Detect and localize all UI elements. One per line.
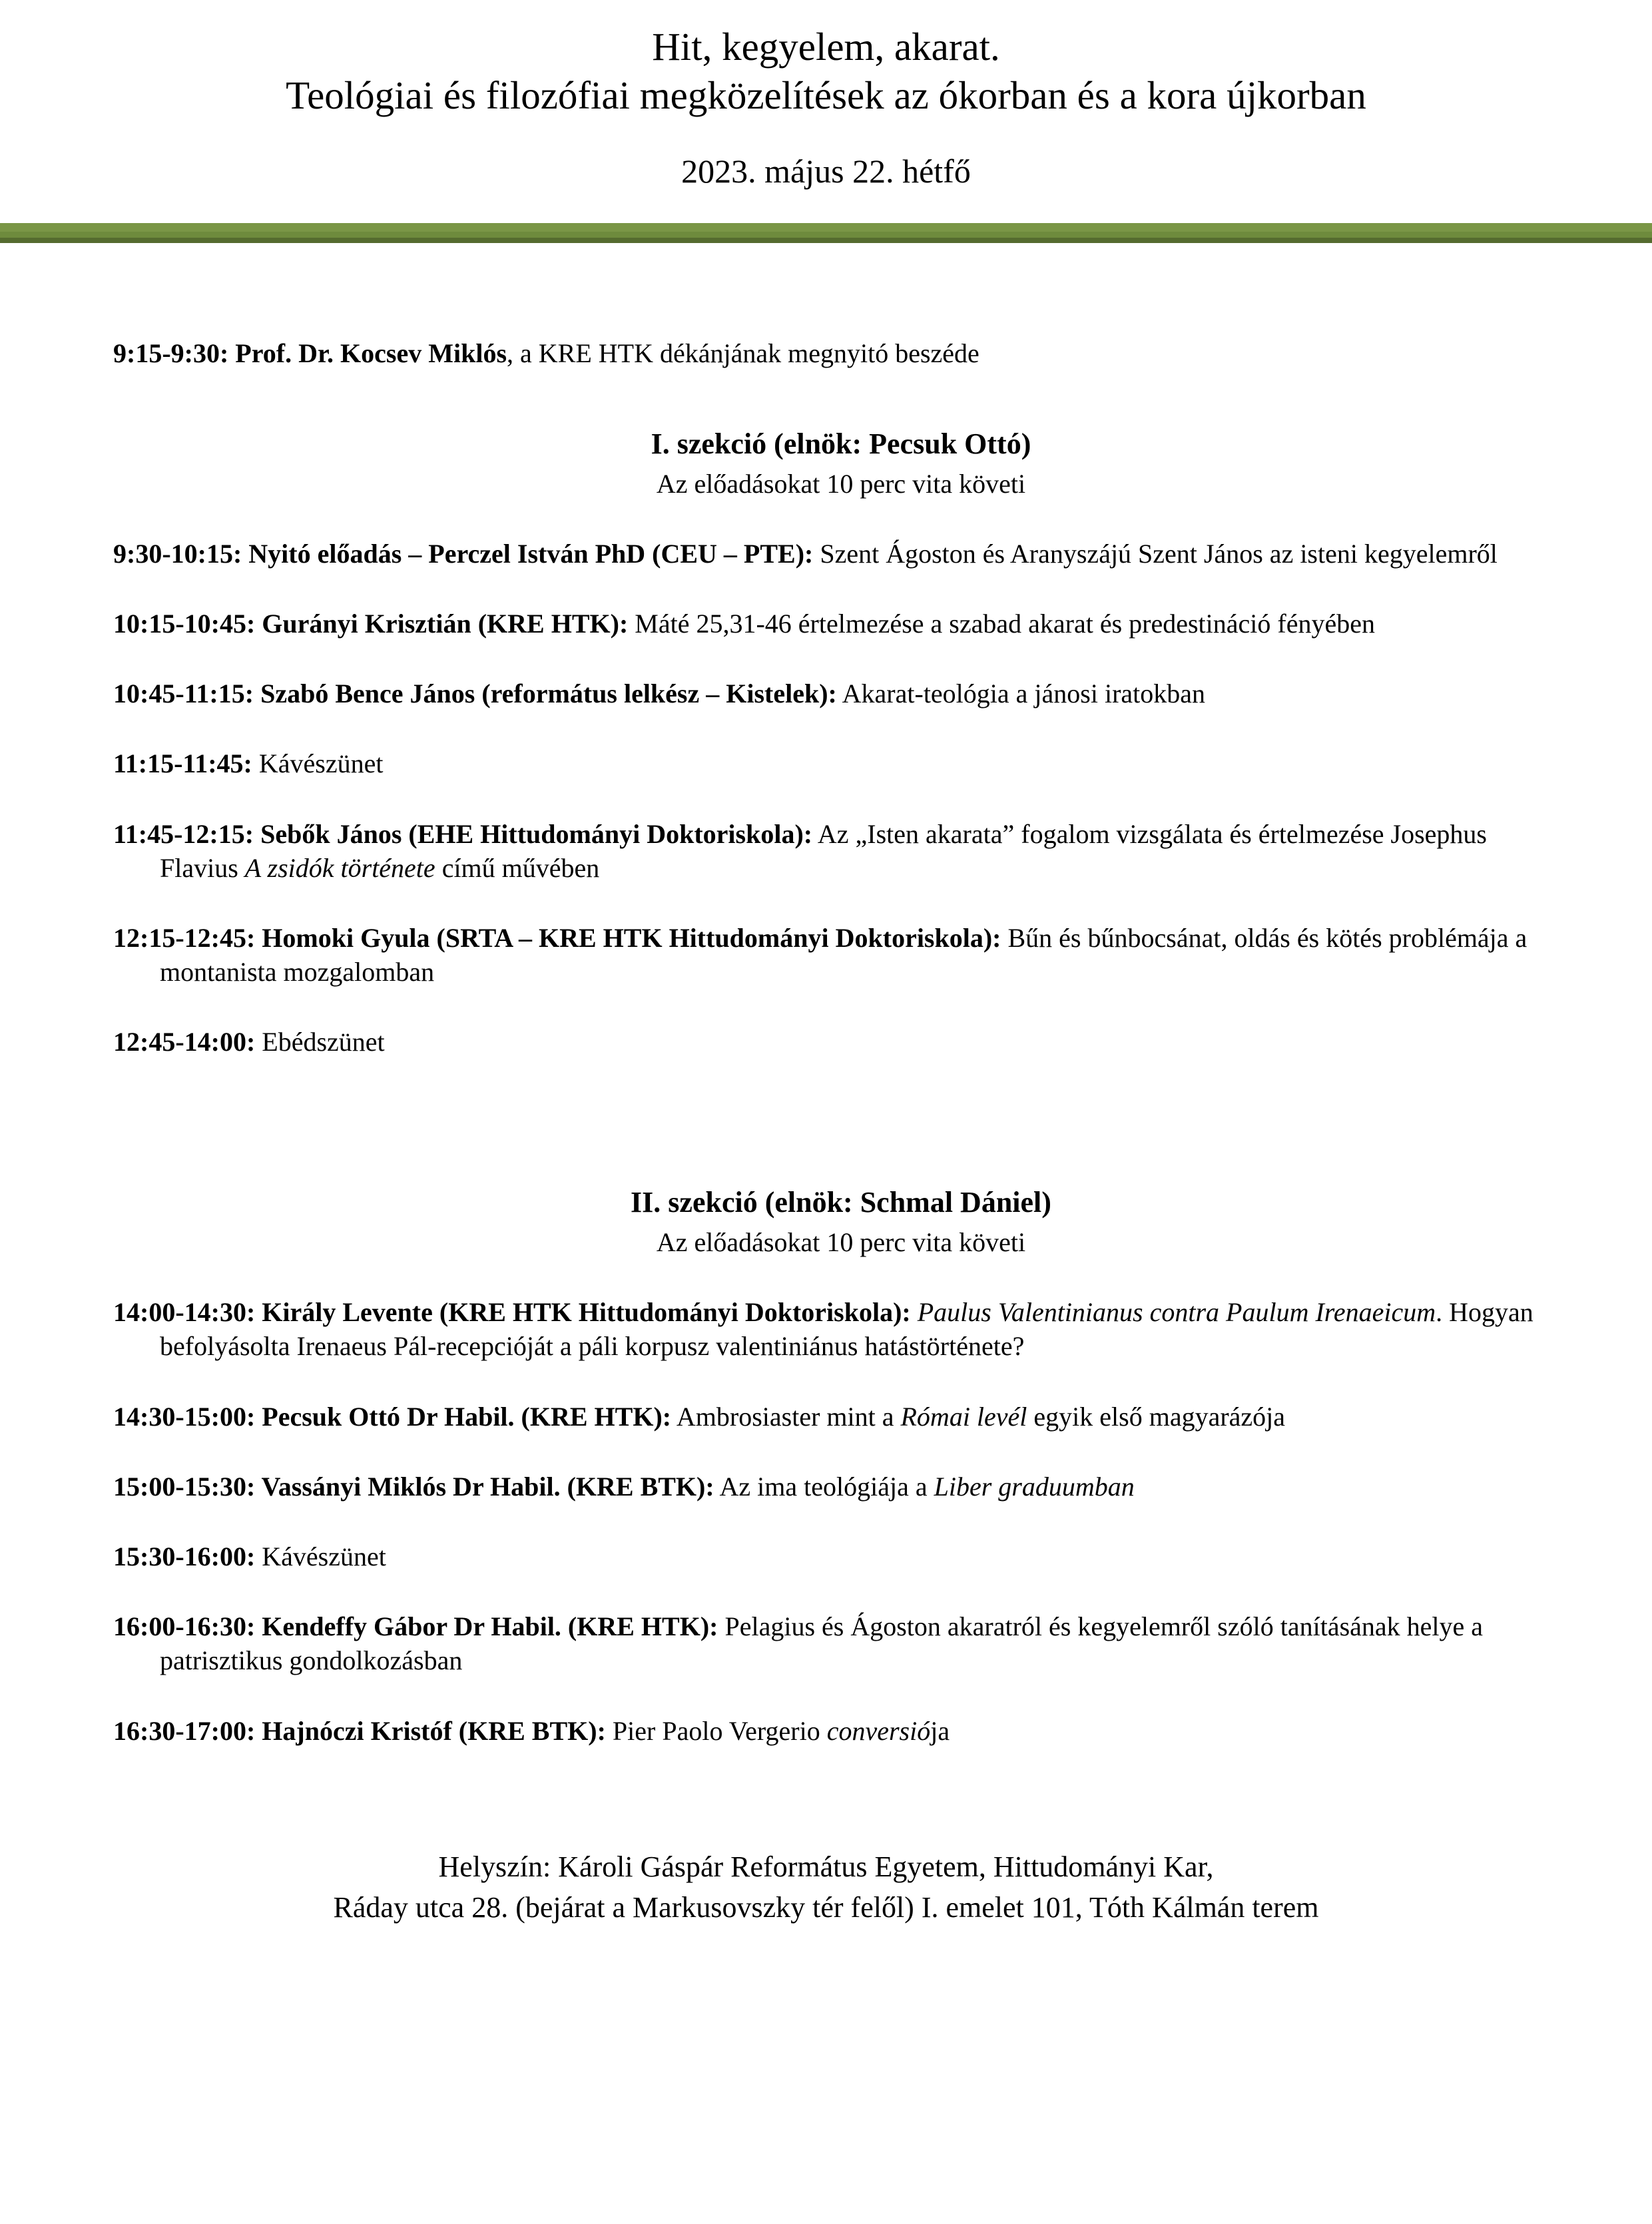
program-item-rest: Szent Ágoston és Aranyszájú Szent János az isteni kegyelemről [813, 538, 1498, 569]
divider-band-bottom [0, 238, 1652, 243]
program-item-rest: Bűn és bűnbocsánat, oldás és kötés problémája a montanista mozgalomban [160, 922, 1527, 987]
program-item-italic-title: Liber graduumban [934, 1471, 1135, 1502]
venue-footer [0, 1848, 1652, 1953]
program-item [113, 1470, 1569, 1504]
program-item-italic-title: Paulus Valentinianus contra Paulum Irenaeicum [917, 1297, 1436, 1328]
program-item-lead: 12:15-12:45: Homoki Gyula (SRTA – KRE HTK Hittudományi Doktoriskola): [113, 922, 1001, 953]
program-item [113, 817, 1569, 885]
program-item [113, 537, 1569, 571]
program-body [0, 336, 1652, 1748]
event-date: 2023. május 22. hétfő [681, 152, 971, 190]
program-item-rest: Az „Isten akarata” fogalom vizsgálata és értelmezése Josephus Flavius [160, 818, 1487, 883]
venue-line-1: Helyszín: Károli Gáspár Református Egyetem, Hittudományi Kar, [438, 1850, 1214, 1883]
program-item-rest-2: című művében [435, 852, 600, 883]
program-item-rest-2: . Hogyan befolyásolta Irenaeus Pál-recepcióját a páli korpusz valentiniánus hatástörténete? [160, 1297, 1533, 1362]
section-1-title: I. szekció (elnök: Pecsuk Ottó) [651, 427, 1031, 460]
program-item-lead: 15:30-16:00: [113, 1541, 256, 1572]
program-item [113, 607, 1569, 641]
program-item-italic-title: Római levél [900, 1401, 1027, 1432]
section-2-header [113, 1185, 1569, 1259]
program-item-break [113, 1025, 1569, 1059]
divider-band-middle [0, 232, 1652, 238]
program-item-lead: 15:00-15:30: Vassányi Miklós Dr Habil. (KRE BTK): [113, 1471, 714, 1502]
program-item-rest: Kávészünet [255, 1541, 386, 1572]
document-header [0, 0, 1652, 192]
program-item-break [113, 1539, 1569, 1573]
program-item-rest [911, 1297, 918, 1327]
program-item [113, 1609, 1569, 1677]
program-item-rest: Akarat-teológia a jánosi iratokban [836, 679, 1206, 709]
program-item-break [113, 746, 1569, 780]
program-item-lead: 14:00-14:30: Király Levente (KRE HTK Hittudományi Doktoriskola): [113, 1297, 911, 1328]
program-item-lead: 14:30-15:00: Pecsuk Ottó Dr Habil. (KRE HTK): [113, 1401, 672, 1432]
section-2-title: II. szekció (elnök: Schmal Dániel) [631, 1186, 1051, 1219]
program-item-rest-2: ja [930, 1715, 950, 1746]
program-item-lead: 12:45-14:00: [113, 1027, 256, 1057]
section-2-note: Az előadásokat 10 perc vita követi [656, 1227, 1026, 1258]
program-item-lead: 16:30-17:00: Hajnóczi Kristóf (KRE BTK): [113, 1715, 606, 1746]
program-item [113, 677, 1569, 710]
program-item-rest: Az ima teológiája a [714, 1471, 934, 1502]
program-item-italic-title: A zsidók története [244, 852, 435, 883]
program-item-rest: Máté 25,31-46 értelmezése a szabad akarat és predestináció fényében [628, 608, 1375, 639]
program-item [113, 1400, 1569, 1434]
program-item-lead: 11:45-12:15: Sebők János (EHE Hittudományi Doktoriskola): [113, 818, 813, 849]
program-opening [113, 336, 1569, 370]
program-item-rest: Pier Paolo Vergerio [605, 1715, 827, 1746]
divider-band-top [0, 223, 1652, 232]
page-title-line-1: Hit, kegyelem, akarat. [652, 25, 1000, 69]
program-item-lead: 16:00-16:30: Kendeffy Gábor Dr Habil. (KRE HTK): [113, 1611, 718, 1642]
program-item-lead: 9:30-10:15: Nyitó előadás – Perczel István PhD (CEU – PTE): [113, 538, 814, 569]
program-item-lead: 11:15-11:45: [113, 748, 252, 779]
program-item-lead: 10:45-11:15: Szabó Bence János (református lelkész – Kistelek): [113, 679, 837, 709]
program-item [113, 921, 1569, 989]
program-item-rest: Ebédszünet [255, 1027, 385, 1057]
program-opening-lead: 9:15-9:30: Prof. Dr. Kocsev Miklós [113, 338, 507, 368]
section-1-header [113, 427, 1569, 501]
program-item-italic-title: conversió [826, 1715, 931, 1746]
program-item-rest: Kávészünet [252, 748, 384, 779]
program-item-rest-2: egyik első magyarázója [1027, 1401, 1286, 1432]
program-item-rest: Ambrosiaster mint a [671, 1401, 901, 1432]
program-item [113, 1714, 1569, 1748]
program-opening-rest: , a KRE HTK dékánjának megnyitó beszéde [507, 338, 979, 368]
green-divider [0, 223, 1652, 243]
section-1-note: Az előadásokat 10 perc vita követi [656, 468, 1026, 499]
venue-line-2: Ráday utca 28. (bejárat a Markusovszky tér felől) I. emelet 101, Tóth Kálmán terem [333, 1890, 1319, 1924]
page-title-line-2: Teológiai és filozófiai megközelítések az ókorban és a kora újkorban [286, 73, 1366, 118]
program-item-lead: 10:15-10:45: Gurányi Krisztián (KRE HTK): [113, 608, 629, 639]
program-item-rest: Pelagius és Ágoston akaratról és kegyelemről szóló tanításának helye a patrisztikus gondolkozásban [160, 1611, 1484, 1676]
program-item [113, 1295, 1569, 1363]
